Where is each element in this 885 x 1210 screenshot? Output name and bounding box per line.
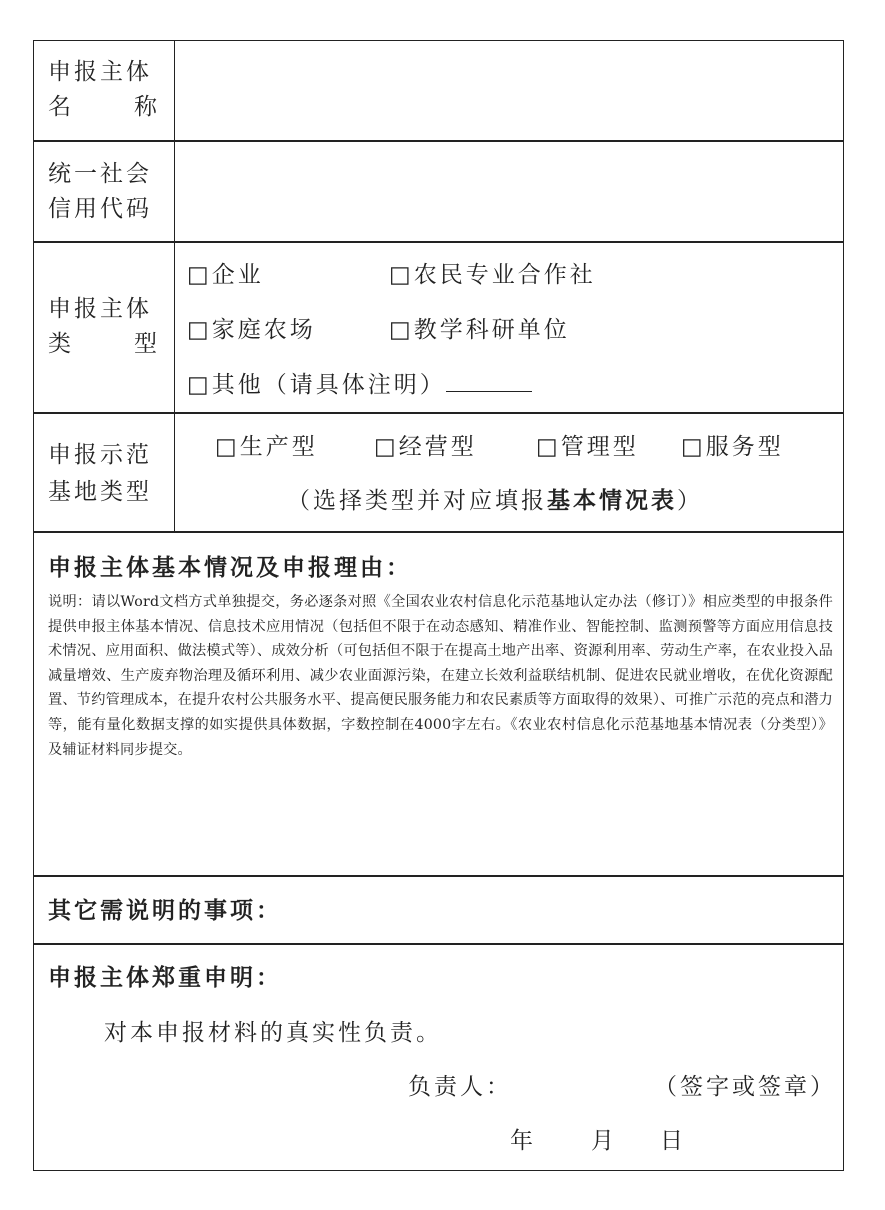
declaration-title: 申报主体郑重申明： — [48, 964, 282, 991]
checkbox-enterprise[interactable]: □企业 — [187, 262, 264, 288]
basic-info-title: 申报主体基本情况及申报理由： — [48, 554, 412, 581]
date-day: 日 — [660, 1128, 686, 1154]
date-year: 年 — [510, 1128, 536, 1154]
checkbox-management[interactable]: □管理型 — [536, 434, 639, 460]
date-month: 月 — [591, 1128, 617, 1154]
entity-type-label: 申报主体 类 型 — [34, 242, 175, 413]
basic-info-note: 说明：请以Word文档方式单独提交，务必逐条对照《全国农业农村信息化示范基地认定办法（修订）》相应类型的申报条件提供申报主体基本情况、信息技术应用情况（包括但不限于在动态感知、精准作业、智能控制、监测预警等方面应用信息技术情况、应用面积、做法模式等）、成效分析（可包括但不限于在提高土地产出率、资源利用率、劳动生产率，在农业投入品减量增效、生产废弃物治理及循环利用、减少农业面源污染，在建立长效利益联结机制、促进农民就业增收，在优化资源配置、节约管理成本，在提升农村公共服务水平、提高便民服务能力和农民素质等方面取得的效果）、可推广示范的亮点和潜力等，能有量化数据支撑的如实提供具体数据，字数控制在4000字左右。《农业农村信息化示范基地基本情况表（分类型）》及辅证材料同步提交。 — [48, 594, 833, 758]
checkbox-operation[interactable]: □经营型 — [374, 434, 477, 460]
credit-code-row — [33, 140, 844, 243]
checkbox-service[interactable]: □服务型 — [681, 434, 784, 460]
entity-name-label: 申报主体 名 称 — [34, 41, 175, 141]
checkbox-family-farm[interactable]: □家庭农场 — [187, 317, 316, 343]
basic-info-section — [33, 531, 844, 877]
other-matters-title: 其它需说明的事项： — [48, 897, 282, 924]
base-type-label: 申报示范 基地类型 — [34, 413, 175, 532]
entity-type-row — [33, 241, 844, 414]
credit-code-field[interactable] — [175, 141, 843, 242]
other-type-blank[interactable] — [446, 371, 532, 392]
signer-label: 负责人： — [408, 1074, 512, 1100]
declaration-statement: 对本申报材料的真实性负责。 — [104, 1020, 442, 1046]
entity-name-field[interactable] — [175, 41, 843, 141]
checkbox-production[interactable]: □生产型 — [215, 434, 318, 460]
checkbox-research-unit[interactable]: □教学科研单位 — [389, 317, 570, 343]
base-type-row — [33, 412, 844, 533]
entity-name-row — [33, 40, 844, 142]
declaration-section — [33, 943, 844, 1171]
other-matters-section — [33, 875, 844, 945]
checkbox-other[interactable]: □其他（请具体注明） — [187, 372, 446, 398]
credit-code-label: 统一社会 信用代码 — [34, 141, 175, 242]
checkbox-cooperative[interactable]: □农民专业合作社 — [389, 262, 596, 288]
base-type-hint: （选择类型并对应填报基本情况表） — [287, 487, 703, 514]
signature-hint: （签字或签章） — [654, 1074, 836, 1100]
